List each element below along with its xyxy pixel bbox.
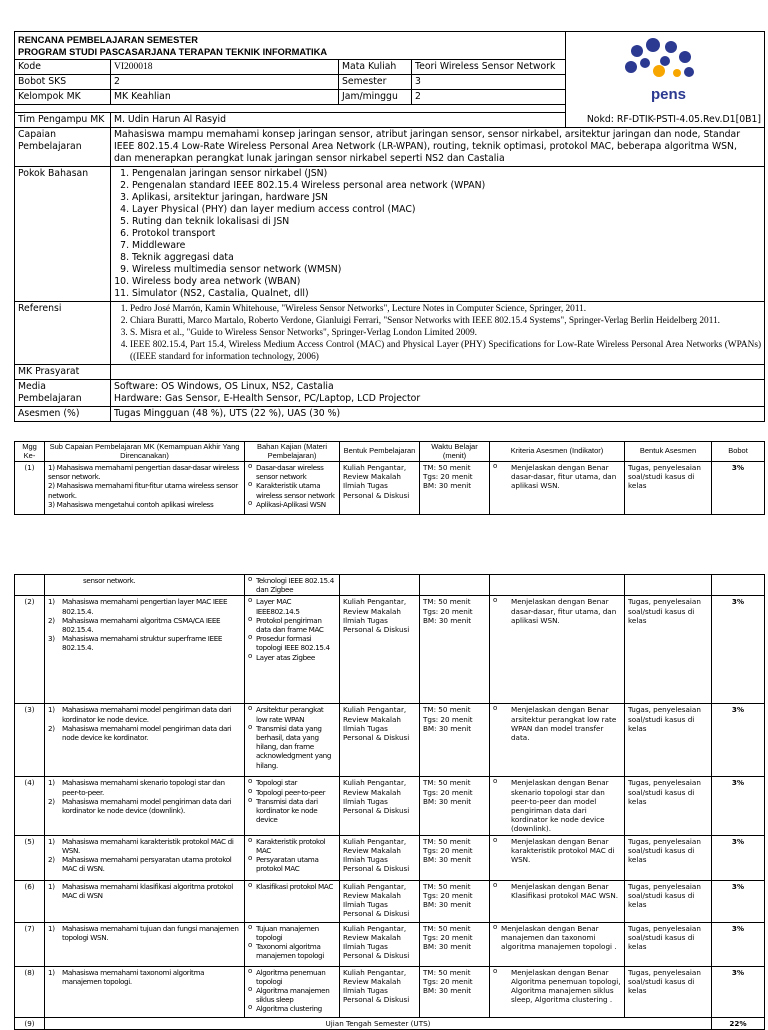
jam-value: 2 [412, 90, 566, 105]
waktu-belajar: TM: 50 menit Tgs: 20 menit BM: 30 menit [420, 922, 490, 966]
bentuk-asesmen: Tugas, penyelesaian soal/studi kasus di kelas [625, 777, 712, 835]
bentuk-pembelajaran: Kuliah Pengantar, Review Makalah Ilmiah Tugas Personal & Diskusi [340, 596, 420, 704]
waktu-belajar: TM: 50 menit Tgs: 20 menit BM: 30 menit [420, 777, 490, 835]
bahan-kajian: o Klasifikasi protokol MAC [245, 880, 340, 922]
waktu-belajar: TM: 50 menit Tgs: 20 menit BM: 30 menit [420, 835, 490, 880]
week-number: (8) [15, 966, 45, 1017]
week-number: (3) [15, 704, 45, 777]
prasyarat-label: MK Prasyarat [15, 365, 111, 380]
week-number: (6) [15, 880, 45, 922]
list-item: 4. Layer Physical (PHY) dan layer medium access control (MAC) [132, 204, 761, 216]
sub-capaian: 1) Mahasiswa memahami pengertian dasar-dasar wireless sensor network. 2) Mahasiswa memahami fitur-fitur utama wireless sensor network. 3) Mahasiswa mengetahui contoh aplikasi wireless [45, 462, 245, 515]
waktu-belajar: TM: 50 menit Tgs: 20 menit BM: 30 menit [420, 462, 490, 515]
bobot-value: 3% [712, 880, 765, 922]
table-row [15, 704, 765, 777]
pokok-list [114, 168, 761, 300]
document-title: RENCANA PEMBELAJARAN SEMESTER PROGRAM STUDI PASCASARJANA TERAPAN TEKNIK INFORMATIKA [15, 32, 566, 60]
kelompok-label: Kelompok MK [15, 90, 111, 105]
sub-capaian: 1) Mahasiswa memahami taxonomi algoritma manajemen topologi. [45, 966, 245, 1017]
col-bobot: Bobot [712, 442, 765, 462]
bahan-kajian: o Arsitektur perangkat low rate WPAN o Transmisi data yang berhasil, data yang hilang, dan frame acknowledgment yang hilang. [245, 704, 340, 777]
bentuk-pembelajaran: Kuliah Pengantar, Review Makalah Ilmiah Tugas Personal & Diskusi [340, 835, 420, 880]
bentuk-pembelajaran: Kuliah Pengantar, Review Makalah Ilmiah Tugas Personal & Diskusi [340, 966, 420, 1017]
week-number: (9) [15, 1017, 45, 1029]
pens-logo [619, 37, 709, 105]
mata-kuliah-value: Teori Wireless Sensor Network [412, 60, 566, 75]
list-item: 2. Pengenalan standard IEEE 802.15.4 Wireless personal area network (WPAN) [132, 180, 761, 192]
media-label: Media Pembelajaran [15, 380, 111, 407]
bobot-value: 3% [712, 462, 765, 515]
table-row [15, 1017, 765, 1029]
kriteria-asesmen: o Menjelaskan dengan Benar dasar-dasar, fitur utama, dan aplikasi WSN. [490, 462, 625, 515]
prasyarat-value [111, 365, 765, 380]
bentuk-asesmen: Tugas, penyelesaian soal/studi kasus di kelas [625, 966, 712, 1017]
list-item: 3. S. Misra et al., "Guide to Wireless Sensor Networks", Springer-Verlag London Limited 2009. [130, 327, 761, 339]
header-table [14, 31, 765, 422]
uts-label: Ujian Tengah Semester (UTS) [45, 1017, 712, 1029]
weekly-plan-table-page2 [14, 574, 765, 1030]
bahan-kajian: o Topologi star o Topologi peer-to-peer o Transmisi data dari kordinator ke node device [245, 777, 340, 835]
list-item: 1. Pengenalan jaringan sensor nirkabel (JSN) [132, 168, 761, 180]
col-bahan-kajian: Bahan Kajian (Materi Pembelajaran) [245, 442, 340, 462]
sub-capaian: 1) Mahasiswa memahami karakteristik protokol MAC di WSN. 2) Mahasiswa memahami persyaratan utama protokol MAC di WSN. [45, 835, 245, 880]
bentuk-pembelajaran: Kuliah Pengantar, Review Makalah Ilmiah Tugas Personal & Diskusi [340, 462, 420, 515]
sub-capaian: 1) Mahasiswa memahami pengertian layer MAC IEEE 802.15.4. 2) Mahasiswa memahami algoritma CSMA/CA IEEE 802.15.4. 3) Mahasiswa memahami struktur superframe IEEE 802.15.4. [45, 596, 245, 704]
col-kriteria-asesmen: Kriteria Asesmen (Indikator) [490, 442, 625, 462]
kode-value: VI200018 [111, 60, 339, 75]
bentuk-asesmen: Tugas, penyelesaian soal/studi kasus di kelas [625, 880, 712, 922]
list-item: 4. IEEE 802.15.4, Part 15.4, Wireless Medium Access Control (MAC) and Physical Layer (PHY) Specifications for Low-Rate Wireless Personal Area Networks (WPANs) ((IEEE standard for information technology, 2006) [130, 339, 761, 363]
media-hardware: Hardware: Gas Sensor, E-Health Sensor, PC/Laptop, LCD Projector [114, 393, 421, 404]
bahan-kajian: o Dasar-dasar wireless sensor network o Karakteristik utama wireless sensor network o Aplikasi-Aplikasi WSN [245, 462, 340, 515]
kriteria-asesmen: o Menjelaskan dengan Benar dasar-dasar, fitur utama, dan aplikasi WSN. [490, 596, 625, 704]
capaian-text: Mahasiswa mampu memahami konsep jaringan sensor, atribut jaringan sensor, sensor nirkabel, arsitektur jaringan dan node, Standar IEEE 802.15.4 Low-Rate Wireless Personal Area Network (LR-WPAN), routing, teknik optimasi, protokol MAC, beberapa algoritma WSN, dan menerapkan perangkat lunak jaringan sensor nirkabel seperti NS2 dan Castalia [111, 128, 765, 167]
bentuk-asesmen: Tugas, penyelesaian soal/studi kasus di kelas [625, 596, 712, 704]
table-row [15, 966, 765, 1017]
col-bentuk-pembelajaran: Bentuk Pembelajaran [340, 442, 420, 462]
week-number: (5) [15, 835, 45, 880]
col-sub-capaian: Sub Capaian Pembelajaran MK (Kemampuan Akhir Yang Direncanakan) [45, 442, 245, 462]
pokok-label: Pokok Bahasan [15, 167, 111, 302]
week-number: (4) [15, 777, 45, 835]
tim-value: M. Udin Harun Al Rasyid [111, 113, 566, 128]
bahan-kajian: o Teknologi IEEE 802.15.4 dan Zigbee [245, 575, 340, 596]
bahan-kajian: o Karakteristik protokol MAC o Persyaratan utama protokol MAC [245, 835, 340, 880]
bobot-value: 3% [712, 922, 765, 966]
weekly-plan-table-page1 [14, 441, 765, 515]
bentuk-pembelajaran: Kuliah Pengantar, Review Makalah Ilmiah Tugas Personal & Diskusi [340, 777, 420, 835]
table-row [15, 575, 765, 596]
kriteria-asesmen: o Menjelaskan dengan Benar arsitektur perangkat low rate WPAN dan model transfer data. [490, 704, 625, 777]
waktu-belajar: TM: 50 menit Tgs: 20 menit BM: 30 menit [420, 880, 490, 922]
bentuk-pembelajaran: Kuliah Pengantar, Review Makalah Ilmiah Tugas Personal & Diskusi [340, 922, 420, 966]
bobot-value: 2 [111, 75, 339, 90]
list-item: 7. Middleware [132, 240, 761, 252]
kriteria-asesmen: o Menjelaskan dengan Benar skenario topologi star dan peer-to-peer dan model pengiriman data dari kordinator ke node device (downlink). [490, 777, 625, 835]
table-row [15, 835, 765, 880]
referensi-list-cell [111, 302, 765, 365]
week-number [15, 575, 45, 596]
col-bentuk-asesmen: Bentuk Asesmen [625, 442, 712, 462]
tim-label: Tim Pengampu MK [15, 113, 111, 128]
waktu-belajar: TM: 50 menit Tgs: 20 menit BM: 30 menit [420, 704, 490, 777]
asesmen-value: Tugas Mingguan (48 %), UTS (22 %), UAS (30 %) [111, 407, 765, 422]
list-item: 1. Pedro José Marrón, Kamin Whitehouse, "Wireless Sensor Networks", Lecture Notes in Computer Science, Springer, 2011. [130, 303, 761, 315]
list-item: 6. Protokol transport [132, 228, 761, 240]
table-row [15, 922, 765, 966]
asesmen-label: Asesmen (%) [15, 407, 111, 422]
bentuk-pembelajaran: Kuliah Pengantar, Review Makalah Ilmiah Tugas Personal & Diskusi [340, 704, 420, 777]
list-item: 10. Wireless body area network (WBAN) [132, 276, 761, 288]
kelompok-value: MK Keahlian [111, 90, 339, 105]
week-number: (1) [15, 462, 45, 515]
week-number: (2) [15, 596, 45, 704]
bobot-value: 22% [712, 1017, 765, 1029]
referensi-list [114, 303, 761, 363]
nokd-code: Nokd: RF-DTIK-PSTI-4.05.Rev.D1[0B1] [566, 113, 765, 128]
bentuk-asesmen: Tugas, penyelesaian soal/studi kasus di kelas [625, 922, 712, 966]
kriteria-asesmen: o Menjelaskan dengan Benar manajemen dan taxonomi algoritma manajemen topologi . [490, 922, 625, 966]
semester-value: 3 [412, 75, 566, 90]
bahan-kajian: o Layer MAC IEEE802.14.5 o Protokol pengiriman data dan frame MAC o Prosedur formasi topologi IEEE 802.15.4 o Layer atas Zigbee [245, 596, 340, 704]
sub-capaian: 1) Mahasiswa memahami model pengiriman data dari kordinator ke node device. 2) Mahasiswa memahami model pengiriman data dari node device ke kordinator. [45, 704, 245, 777]
kriteria-asesmen: o Menjelaskan dengan Benar karakteristik protokol MAC di WSN. [490, 835, 625, 880]
list-item: 8. Teknik aggregasi data [132, 252, 761, 264]
media-software: Software: OS Windows, OS Linux, NS2, Castalia [114, 381, 334, 392]
list-item: 11. Simulator (NS2, Castalia, Qualnet, dll) [132, 288, 761, 300]
semester-label: Semester [339, 75, 412, 90]
sub-capaian: 1) Mahasiswa memahami skenario topologi star dan peer-to-peer. 2) Mahasiswa memahami model pengiriman data dari kordinator ke node device (downlink). [45, 777, 245, 835]
col-waktu-belajar: Waktu Belajar (menit) [420, 442, 490, 462]
jam-label: Jam/minggu [339, 90, 412, 105]
bahan-kajian: o Tujuan manajemen topologi o Taxonomi algoritma manajemen topologi [245, 922, 340, 966]
bentuk-pembelajaran: Kuliah Pengantar, Review Makalah Ilmiah Tugas Personal & Diskusi [340, 880, 420, 922]
mata-kuliah-label: Mata Kuliah [339, 60, 412, 75]
bentuk-asesmen: Tugas, penyelesaian soal/studi kasus di kelas [625, 462, 712, 515]
waktu-belajar: TM: 50 menit Tgs: 20 menit BM: 30 menit [420, 596, 490, 704]
bobot-value: 3% [712, 596, 765, 704]
kriteria-asesmen: o Menjelaskan dengan Benar Klasifikasi protokol MAC WSN. [490, 880, 625, 922]
list-item: 9. Wireless multimedia sensor network (WMSN) [132, 264, 761, 276]
week-number: (7) [15, 922, 45, 966]
table-row [15, 596, 765, 704]
waktu-belajar: TM: 50 menit Tgs: 20 menit BM: 30 menit [420, 966, 490, 1017]
bobot-value: 3% [712, 835, 765, 880]
media-value [111, 380, 765, 407]
list-item: 5. Ruting dan teknik lokalisasi di JSN [132, 216, 761, 228]
table-row [15, 880, 765, 922]
bahan-kajian: o Algoritma penemuan topologi o Algoritma manajemen siklus sleep o Algoritma clustering [245, 966, 340, 1017]
bentuk-asesmen: Tugas, penyelesaian soal/studi kasus di kelas [625, 704, 712, 777]
bobot-value: 3% [712, 704, 765, 777]
sub-capaian: sensor network. [45, 575, 245, 596]
logo-text: pens [651, 86, 687, 103]
kode-label: Kode [15, 60, 111, 75]
table-row [15, 777, 765, 835]
table-row [15, 462, 765, 515]
col-mgg: Mgg Ke- [15, 442, 45, 462]
bobot-label: Bobot SKS [15, 75, 111, 90]
bobot-value: 3% [712, 966, 765, 1017]
logo-cell [566, 32, 765, 113]
kriteria-asesmen: o Menjelaskan dengan Benar Algoritma penemuan topologi, Algoritma manajemen siklus sleep, Algoritma clustering . [490, 966, 625, 1017]
list-item: 2. Chiara Buratti, Marco Martalo, Roberto Verdone, Gianluigi Ferrari, "Sensor Networks with IEEE 802.15.4 Systems", Springer-Verlag Berlin Heidelberg 2011. [130, 315, 761, 327]
sub-capaian: 1) Mahasiswa memahami klasifikasi algoritma protokol MAC di WSN [45, 880, 245, 922]
list-item: 3. Aplikasi, arsitektur jaringan, hardware JSN [132, 192, 761, 204]
pokok-list-cell [111, 167, 765, 302]
referensi-label: Referensi [15, 302, 111, 365]
bentuk-asesmen: Tugas, penyelesaian soal/studi kasus di kelas [625, 835, 712, 880]
capaian-label: Capaian Pembelajaran [15, 128, 111, 167]
sub-capaian: 1) Mahasiswa memahami tujuan dan fungsi manajemen topologi WSN. [45, 922, 245, 966]
bobot-value: 3% [712, 777, 765, 835]
